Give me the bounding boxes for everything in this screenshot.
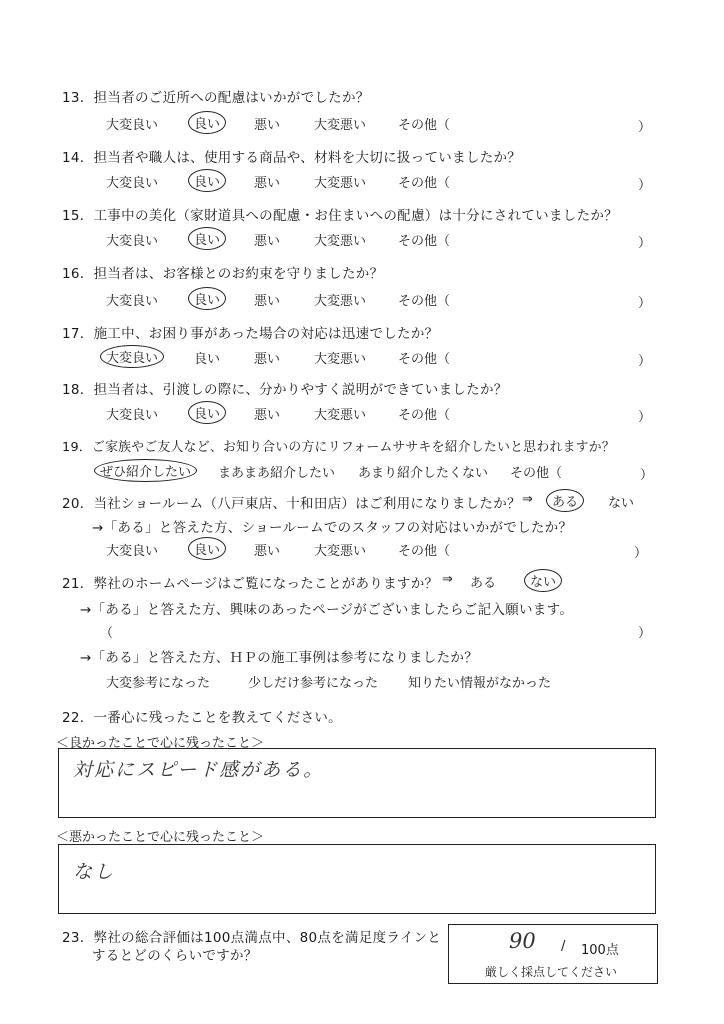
- q15-close-paren: ）: [638, 236, 652, 251]
- q17-option-bad[interactable]: 悪い: [254, 352, 281, 367]
- question-17: 17．施工中、お困り事があった場合の対応は迅速でしたか？: [62, 326, 439, 342]
- q20-option-very-good[interactable]: 大変良い: [106, 544, 159, 559]
- q14-option-good-selected[interactable]: 良い: [188, 169, 226, 192]
- q18-option-very-bad[interactable]: 大変悪い: [314, 408, 367, 423]
- q21-option-very-helpful[interactable]: 大変参考になった: [106, 676, 211, 691]
- q19-option-not-really[interactable]: あまり紹介したくない: [358, 466, 489, 481]
- q18-option-other[interactable]: その他（: [398, 408, 451, 423]
- q15-option-good-selected[interactable]: 良い: [188, 227, 226, 250]
- q17-option-good[interactable]: 良い: [194, 352, 221, 367]
- q17-option-very-bad[interactable]: 大変悪い: [314, 352, 367, 367]
- q17-option-very-good-selected[interactable]: 大変良い: [100, 345, 164, 368]
- question-15: 15．工事中の美化（家財道具への配慮・お住まいへの配慮）は十分にされていましたか？: [62, 208, 618, 224]
- question-23-line1: 23．弊社の総合評価は100点満点中、80点を満足度ラインと: [62, 930, 442, 946]
- q21-option-yes[interactable]: ある: [470, 576, 497, 591]
- q20-option-no[interactable]: ない: [608, 496, 635, 511]
- q20-option-yes-selected[interactable]: ある: [546, 489, 584, 512]
- q20-option-very-bad[interactable]: 大変悪い: [314, 544, 367, 559]
- q19-option-definitely-selected[interactable]: ぜひ紹介したい: [94, 459, 197, 482]
- q21-option-no-selected[interactable]: ない: [524, 569, 562, 592]
- q20-close-paren: ）: [634, 546, 648, 561]
- q14-option-very-bad[interactable]: 大変悪い: [314, 176, 367, 191]
- q19-option-other[interactable]: その他（: [510, 466, 563, 481]
- question-16: 16．担当者は、お客様とのお約束を守りましたか？: [62, 266, 384, 282]
- bad-memory-answer: なし: [73, 861, 116, 883]
- q20-followup: →「ある」と答えた方、ショールームでのスタッフの対応はいかがでしたか？: [92, 520, 573, 536]
- good-memory-label: ＜良かったことで心に残ったこと＞: [56, 736, 265, 751]
- q21-option-not-helpful[interactable]: 知りたい情報がなかった: [408, 676, 552, 691]
- good-memory-box[interactable]: [58, 748, 656, 818]
- score-box[interactable]: [448, 924, 658, 984]
- q15-option-very-bad[interactable]: 大変悪い: [314, 234, 367, 249]
- q16-option-bad[interactable]: 悪い: [254, 294, 281, 309]
- q13-option-bad[interactable]: 悪い: [254, 118, 281, 133]
- q16-close-paren: ）: [638, 296, 652, 311]
- q20-arrow: ⇒: [522, 492, 533, 507]
- q18-option-bad[interactable]: 悪い: [254, 408, 281, 423]
- q20-option-other[interactable]: その他（: [398, 544, 451, 559]
- q16-option-very-good[interactable]: 大変良い: [106, 294, 159, 309]
- q18-option-good-selected[interactable]: 良い: [188, 401, 226, 424]
- q15-option-other[interactable]: その他（: [398, 234, 451, 249]
- q13-option-other[interactable]: その他（: [398, 118, 451, 133]
- q18-option-very-good[interactable]: 大変良い: [106, 408, 159, 423]
- question-13: 13．担当者のご近所への配慮はいかがでしたか？: [62, 90, 370, 106]
- q21-option-somewhat-helpful[interactable]: 少しだけ参考になった: [248, 676, 379, 691]
- q20-option-good-selected[interactable]: 良い: [188, 537, 226, 560]
- q14-option-other[interactable]: その他（: [398, 176, 451, 191]
- q16-option-good-selected[interactable]: 良い: [188, 287, 226, 310]
- question-20: 20．当社ショールーム（八戸東店、十和田店）はご利用になりましたか？: [62, 496, 521, 512]
- score-slash: /: [561, 939, 566, 954]
- q21-followup-2: →「ある」と答えた方、ＨＰの施工事例は参考になりましたか？: [80, 650, 479, 666]
- score-max: 100点: [581, 943, 619, 958]
- q20-option-bad[interactable]: 悪い: [254, 544, 281, 559]
- question-22: 22．一番心に残ったことを教えてください。: [62, 710, 342, 726]
- q14-option-very-good[interactable]: 大変良い: [106, 176, 159, 191]
- bad-memory-label: ＜悪かったことで心に残ったこと＞: [56, 830, 265, 845]
- q17-close-paren: ）: [638, 354, 652, 369]
- q21-close-paren: ）: [638, 626, 652, 641]
- question-19: 19．ご家族やご友人など、お知り合いの方にリフォームササキを紹介したいと思われますか？: [62, 440, 615, 455]
- q13-close-paren: ）: [638, 120, 652, 135]
- score-note: 厳しく採点してください: [485, 965, 618, 979]
- q13-option-good-selected[interactable]: 良い: [188, 111, 226, 134]
- question-18: 18．担当者は、引渡しの際に、分かりやすく説明ができていましたか？: [62, 382, 508, 398]
- q14-close-paren: ）: [638, 178, 652, 193]
- bad-memory-box[interactable]: [58, 844, 656, 914]
- q17-option-other[interactable]: その他（: [398, 352, 451, 367]
- q21-open-paren: （: [100, 626, 114, 641]
- q18-close-paren: ）: [638, 410, 652, 425]
- q16-option-other[interactable]: その他（: [398, 294, 451, 309]
- question-23-line2: するとどのくらいですか？: [92, 948, 258, 964]
- q21-arrow: ⇒: [442, 572, 453, 587]
- question-14: 14．担当者や職人は、使用する商品や、材料を大切に扱っていましたか？: [62, 150, 522, 166]
- q14-option-bad[interactable]: 悪い: [254, 176, 281, 191]
- q15-option-very-good[interactable]: 大変良い: [106, 234, 159, 249]
- good-memory-answer: 対応にスピード感がある。: [73, 759, 325, 781]
- score-value: 90: [509, 929, 536, 953]
- q21-followup-1: →「ある」と答えた方、興味のあったページがございましたらご記入願います。: [80, 602, 574, 618]
- q19-close-paren: ）: [640, 468, 654, 483]
- q16-option-very-bad[interactable]: 大変悪い: [314, 294, 367, 309]
- question-21: 21．弊社のホームページはご覧になったことがありますか？: [62, 576, 439, 592]
- q13-option-very-good[interactable]: 大変良い: [106, 118, 159, 133]
- q15-option-bad[interactable]: 悪い: [254, 234, 281, 249]
- q13-option-very-bad[interactable]: 大変悪い: [314, 118, 367, 133]
- q19-option-somewhat[interactable]: まあまあ紹介したい: [218, 466, 336, 481]
